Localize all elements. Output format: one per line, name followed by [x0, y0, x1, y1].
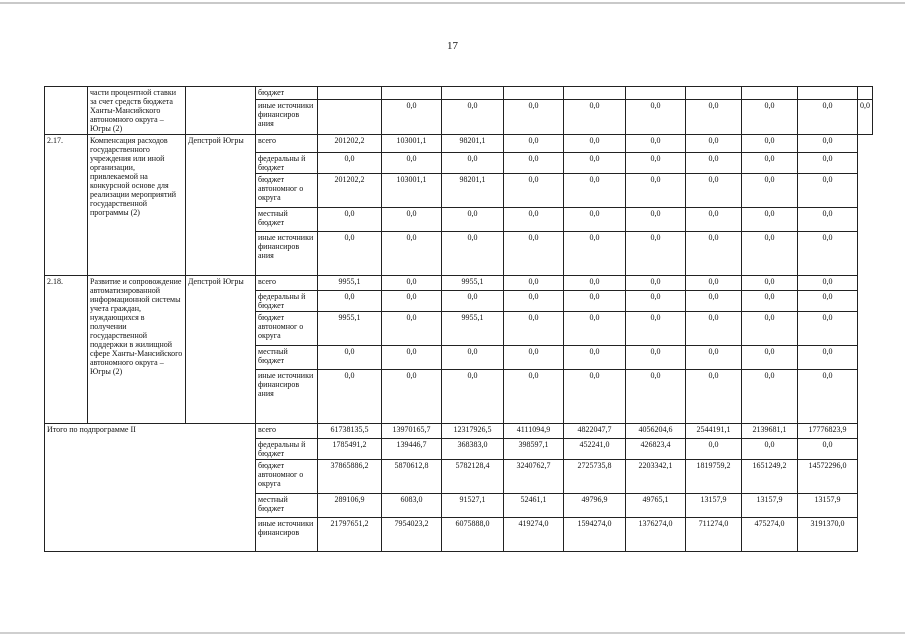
- value-cell: 0,0: [382, 291, 442, 312]
- value-cell: 37865886,2: [318, 460, 382, 494]
- value-cell: 52461,1: [504, 494, 564, 518]
- funding-source-cell: всего: [256, 135, 318, 153]
- value-cell: 0,0: [742, 276, 798, 291]
- value-cell: 0,0: [742, 291, 798, 312]
- value-cell: 2544191,1: [686, 424, 742, 439]
- value-cell: 0,0: [382, 346, 442, 370]
- value-cell: 13157,9: [798, 494, 858, 518]
- value-cell: 0,0: [686, 208, 742, 232]
- value-cell: 0,0: [504, 135, 564, 153]
- value-cell: 0,0: [686, 346, 742, 370]
- activity-name-cell: части процентной ставки за счет средств бюджета Ханты-Мансийского автономного округа – Югры (2): [88, 87, 186, 135]
- funding-source-cell: иные источники финансиров ания: [256, 100, 318, 135]
- value-cell: 0,0: [686, 100, 742, 135]
- value-cell: 14572296,0: [798, 460, 858, 494]
- value-cell: 0,0: [686, 135, 742, 153]
- value-cell: 0,0: [798, 276, 858, 291]
- value-cell: 0,0: [626, 232, 686, 276]
- value-cell: 91527,1: [442, 494, 504, 518]
- value-cell: 0,0: [504, 100, 564, 135]
- value-cell: 0,0: [504, 346, 564, 370]
- value-cell: 201202,2: [318, 135, 382, 153]
- value-cell: [318, 87, 382, 100]
- row-index-cell: 2.17.: [45, 135, 88, 276]
- value-cell: 0,0: [442, 153, 504, 174]
- activity-name-cell: Развитие и сопровождение автоматизированной информационной системы учета граждан, нуждающихся в получении государственной поддержки в жилищной сфере Ханты-Мансийского автономного округа – Югры (2): [88, 276, 186, 424]
- value-cell: 0,0: [504, 153, 564, 174]
- table-row: [45, 424, 873, 439]
- value-cell: 1819759,2: [686, 460, 742, 494]
- value-cell: 0,0: [798, 370, 858, 424]
- value-cell: 0,0: [798, 346, 858, 370]
- value-cell: 0,0: [626, 346, 686, 370]
- funding-source-cell: всего: [256, 276, 318, 291]
- value-cell: 0,0: [686, 153, 742, 174]
- value-cell: 0,0: [686, 439, 742, 460]
- value-cell: 9955,1: [318, 312, 382, 346]
- value-cell: 0,0: [798, 312, 858, 346]
- value-cell: 9955,1: [318, 276, 382, 291]
- value-cell: 0,0: [318, 291, 382, 312]
- value-cell: 0,0: [626, 135, 686, 153]
- value-cell: 0,0: [442, 208, 504, 232]
- value-cell: 0,0: [442, 232, 504, 276]
- value-cell: [382, 87, 442, 100]
- value-cell: 98201,1: [442, 135, 504, 153]
- value-cell: 0,0: [318, 346, 382, 370]
- value-cell: 0,0: [858, 100, 873, 135]
- value-cell: 0,0: [626, 153, 686, 174]
- value-cell: [564, 87, 626, 100]
- value-cell: 6083,0: [382, 494, 442, 518]
- value-cell: [504, 87, 564, 100]
- value-cell: 3191370,0: [798, 518, 858, 552]
- value-cell: 49796,9: [564, 494, 626, 518]
- value-cell: 0,0: [382, 370, 442, 424]
- executor-cell: [186, 87, 256, 135]
- funding-source-cell: бюджет: [256, 87, 318, 100]
- funding-source-cell: иные источники финансиров ания: [256, 370, 318, 424]
- value-cell: 0,0: [504, 276, 564, 291]
- value-cell: 0,0: [798, 100, 858, 135]
- value-cell: 0,0: [504, 370, 564, 424]
- value-cell: [318, 100, 382, 135]
- budget-table: [44, 86, 873, 552]
- value-cell: 0,0: [742, 346, 798, 370]
- value-cell: 2139681,1: [742, 424, 798, 439]
- value-cell: [626, 87, 686, 100]
- value-cell: 0,0: [742, 208, 798, 232]
- activity-name-cell: Компенсация расходов государственного учреждения или иной организации, привлекаемой на конкурсной основе для реализации мероприятий государственной программы (2): [88, 135, 186, 276]
- value-cell: 0,0: [798, 232, 858, 276]
- value-cell: 139446,7: [382, 439, 442, 460]
- value-cell: 9955,1: [442, 312, 504, 346]
- value-cell: 0,0: [742, 100, 798, 135]
- value-cell: 711274,0: [686, 518, 742, 552]
- value-cell: 0,0: [382, 208, 442, 232]
- value-cell: 0,0: [798, 135, 858, 153]
- value-cell: 9955,1: [442, 276, 504, 291]
- value-cell: 0,0: [504, 312, 564, 346]
- value-cell: 0,0: [318, 153, 382, 174]
- value-cell: 6075888,0: [442, 518, 504, 552]
- value-cell: 4822047,7: [564, 424, 626, 439]
- value-cell: [858, 87, 873, 100]
- value-cell: 1651249,2: [742, 460, 798, 494]
- funding-source-cell: всего: [256, 424, 318, 439]
- page-number: 17: [447, 40, 458, 52]
- value-cell: 0,0: [686, 276, 742, 291]
- value-cell: 0,0: [798, 208, 858, 232]
- value-cell: 368383,0: [442, 439, 504, 460]
- value-cell: 0,0: [742, 370, 798, 424]
- row-index-cell: 2.18.: [45, 276, 88, 424]
- funding-source-cell: иные источники финансиров: [256, 518, 318, 552]
- value-cell: 289106,9: [318, 494, 382, 518]
- funding-source-cell: федеральны й бюджет: [256, 439, 318, 460]
- funding-source-cell: федеральны й бюджет: [256, 153, 318, 174]
- total-label-cell: Итого по подпрограмме II: [45, 424, 256, 552]
- value-cell: 0,0: [742, 232, 798, 276]
- value-cell: 0,0: [564, 291, 626, 312]
- funding-source-cell: бюджет автономног о округа: [256, 460, 318, 494]
- value-cell: 0,0: [686, 291, 742, 312]
- value-cell: 0,0: [564, 370, 626, 424]
- value-cell: 0,0: [742, 439, 798, 460]
- funding-source-cell: местный бюджет: [256, 494, 318, 518]
- row-index-cell: [45, 87, 88, 135]
- value-cell: 1376274,0: [626, 518, 686, 552]
- table-row: [45, 87, 873, 100]
- value-cell: 13157,9: [742, 494, 798, 518]
- executor-cell: Депстрой Югры: [186, 135, 256, 276]
- value-cell: 0,0: [382, 232, 442, 276]
- value-cell: 103001,1: [382, 135, 442, 153]
- value-cell: 3240762,7: [504, 460, 564, 494]
- funding-source-cell: федеральны й бюджет: [256, 291, 318, 312]
- value-cell: 426823,4: [626, 439, 686, 460]
- value-cell: 0,0: [742, 135, 798, 153]
- value-cell: 0,0: [564, 174, 626, 208]
- value-cell: 0,0: [504, 208, 564, 232]
- executor-cell: Депстрой Югры: [186, 276, 256, 424]
- table-row: [45, 276, 873, 291]
- value-cell: 0,0: [626, 312, 686, 346]
- value-cell: 0,0: [382, 100, 442, 135]
- value-cell: 0,0: [742, 153, 798, 174]
- value-cell: 0,0: [564, 232, 626, 276]
- value-cell: 4111094,9: [504, 424, 564, 439]
- value-cell: 0,0: [686, 370, 742, 424]
- value-cell: 0,0: [798, 174, 858, 208]
- value-cell: 0,0: [626, 100, 686, 135]
- funding-source-cell: бюджет автономног о округа: [256, 174, 318, 208]
- value-cell: 0,0: [442, 370, 504, 424]
- value-cell: 5870612,8: [382, 460, 442, 494]
- value-cell: 0,0: [798, 291, 858, 312]
- value-cell: 0,0: [382, 312, 442, 346]
- value-cell: 2725735,8: [564, 460, 626, 494]
- value-cell: 0,0: [318, 208, 382, 232]
- table-row: [45, 135, 873, 153]
- value-cell: 1785491,2: [318, 439, 382, 460]
- value-cell: 452241,0: [564, 439, 626, 460]
- value-cell: 0,0: [442, 291, 504, 312]
- value-cell: 0,0: [504, 174, 564, 208]
- funding-source-cell: бюджет автономног о округа: [256, 312, 318, 346]
- value-cell: 0,0: [564, 208, 626, 232]
- value-cell: 13157,9: [686, 494, 742, 518]
- value-cell: 0,0: [564, 153, 626, 174]
- value-cell: [798, 87, 858, 100]
- funding-source-cell: местный бюджет: [256, 346, 318, 370]
- value-cell: 0,0: [504, 232, 564, 276]
- value-cell: 419274,0: [504, 518, 564, 552]
- value-cell: 0,0: [442, 100, 504, 135]
- value-cell: 0,0: [318, 232, 382, 276]
- value-cell: 98201,1: [442, 174, 504, 208]
- value-cell: 0,0: [742, 174, 798, 208]
- value-cell: 0,0: [564, 135, 626, 153]
- value-cell: 0,0: [798, 439, 858, 460]
- value-cell: 0,0: [442, 346, 504, 370]
- value-cell: 0,0: [382, 276, 442, 291]
- value-cell: 4056204,6: [626, 424, 686, 439]
- value-cell: 0,0: [626, 174, 686, 208]
- value-cell: 0,0: [564, 276, 626, 291]
- value-cell: [686, 87, 742, 100]
- value-cell: 2203342,1: [626, 460, 686, 494]
- value-cell: 21797651,2: [318, 518, 382, 552]
- value-cell: 1594274,0: [564, 518, 626, 552]
- value-cell: 13970165,7: [382, 424, 442, 439]
- value-cell: 398597,1: [504, 439, 564, 460]
- value-cell: 0,0: [686, 312, 742, 346]
- value-cell: 0,0: [686, 232, 742, 276]
- value-cell: 0,0: [504, 291, 564, 312]
- value-cell: 0,0: [798, 153, 858, 174]
- value-cell: 0,0: [742, 312, 798, 346]
- value-cell: 103001,1: [382, 174, 442, 208]
- value-cell: 0,0: [382, 153, 442, 174]
- value-cell: 17776823,9: [798, 424, 858, 439]
- funding-source-cell: местный бюджет: [256, 208, 318, 232]
- scan-edge-top: [0, 2, 905, 4]
- value-cell: 0,0: [626, 370, 686, 424]
- value-cell: 7954023,2: [382, 518, 442, 552]
- funding-source-cell: иные источники финансиров ания: [256, 232, 318, 276]
- value-cell: 0,0: [564, 100, 626, 135]
- value-cell: 0,0: [318, 370, 382, 424]
- value-cell: 0,0: [626, 291, 686, 312]
- value-cell: 12317926,5: [442, 424, 504, 439]
- value-cell: [442, 87, 504, 100]
- value-cell: 5782128,4: [442, 460, 504, 494]
- value-cell: 49765,1: [626, 494, 686, 518]
- value-cell: 0,0: [686, 174, 742, 208]
- value-cell: [742, 87, 798, 100]
- value-cell: 201202,2: [318, 174, 382, 208]
- value-cell: 0,0: [564, 346, 626, 370]
- value-cell: 0,0: [564, 312, 626, 346]
- value-cell: 0,0: [626, 276, 686, 291]
- value-cell: 475274,0: [742, 518, 798, 552]
- value-cell: 61738135,5: [318, 424, 382, 439]
- value-cell: 0,0: [626, 208, 686, 232]
- scan-edge-bottom: [0, 632, 905, 634]
